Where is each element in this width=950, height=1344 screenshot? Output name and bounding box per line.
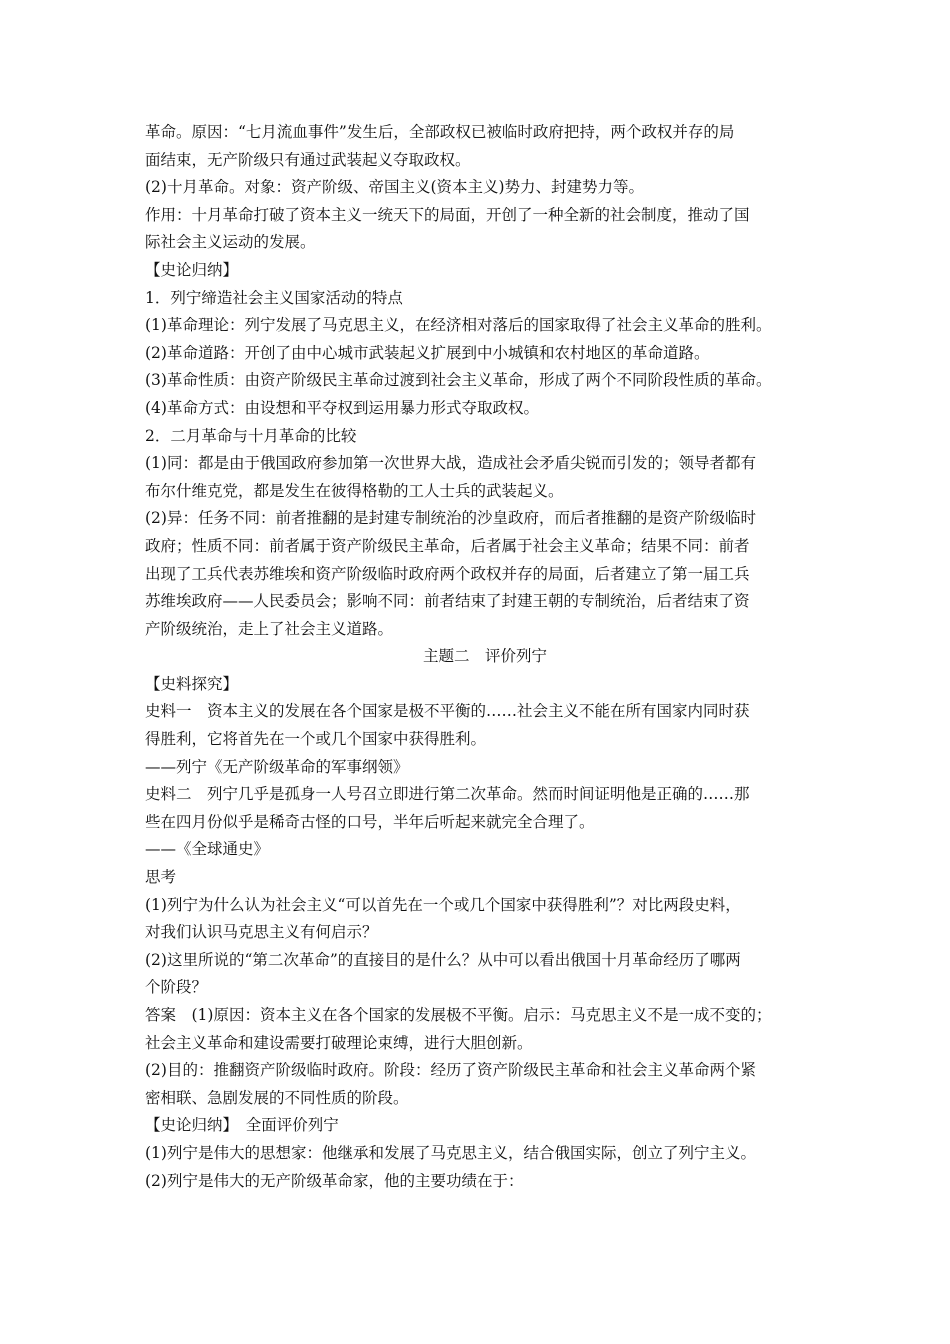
text-line: 苏维埃政府——人民委员会；影响不同：前者结束了封建王朝的专制统治，后者结束了资 [145,592,750,611]
text-line: 面结束，无产阶级只有通过武装起义夺取政权。 [145,150,471,169]
topic-heading: 主题二 评价列宁 [422,647,547,666]
text-line: 些在四月份似乎是稀奇古怪的口号，半年后听起来就完全合理了。 [145,812,595,831]
text-line: 际社会主义运动的发展。 [145,233,316,252]
source: ——列宁《无产阶级革命的军事纲领》 [145,757,409,776]
text-line: 密相联、急剧发展的不同性质的阶段。 [145,1088,409,1107]
section-label: 【史论归纳】 全面评价列宁 [145,1116,339,1135]
text-line: 史料二 列宁几乎是孤身一人号召立即进行第二次革命。然而时间证明他是正确的……那 [145,785,750,804]
subheading: 思考 [145,868,177,887]
text-line: 得胜利，它将首先在一个或几个国家中获得胜利。 [145,730,487,749]
subheading: 1．列宁缔造社会主义国家活动的特点 [145,288,403,307]
source: ——《全球通史》 [145,840,270,859]
text-line: (2)革命道路：开创了由中心城市武装起义扩展到中小城镇和农村地区的革命道路。 [145,343,710,362]
text-line: 政府；性质不同：前者属于资产阶级民主革命，后者属于社会主义革命；结果不同：前者 [145,536,750,555]
text-line: 对我们认识马克思主义有何启示？ [145,923,378,942]
text-line: 作用：十月革命打破了资本主义一统天下的局面，开创了一种全新的社会制度，推动了国 [145,205,750,224]
text-line: (2)这里所说的“第二次革命”的直接目的是什么？从中可以看出俄国十月革命经历了哪两 [145,950,741,969]
section-label: 【史料探究】 [145,674,239,693]
section-label: 【史论归纳】 [145,260,239,279]
subheading: 2．二月革命与十月革命的比较 [145,426,357,445]
text-line: (4)革命方式：由设想和平夺权到运用暴力形式夺取政权。 [145,398,539,417]
text-line: 出现了工兵代表苏维埃和资产阶级临时政府两个政权并存的局面，后者建立了第一届工兵 [145,564,750,583]
text-line: (2)列宁是伟大的无产阶级革命家，他的主要功绩在于： [145,1171,524,1190]
text-line: (2)异：任务不同：前者推翻的是封建专制统治的沙皇政府，而后者推翻的是资产阶级临时 [145,509,756,528]
text-line: 革命。原因：“七月流血事件”发生后，全部政权已被临时政府把持，两个政权并存的局 [145,123,735,141]
text-line: 答案 (1)原因：资本主义在各个国家的发展极不平衡。启示：马克思主义不是一成不变的； [145,1006,772,1024]
text-line: (1)列宁为什么认为社会主义“可以首先在一个或几个国家中获得胜利”？对比两段史料， [145,895,741,914]
text-line: (3)革命性质：由资产阶级民主革命过渡到社会主义革命，形成了两个不同阶段性质的革命。 [145,371,772,390]
text-line: 社会主义革命和建设需要打破理论束缚，进行大胆创新。 [145,1033,533,1052]
document-page [145,119,825,1195]
text-line: 产阶级统治，走上了社会主义道路。 [145,619,394,638]
text-line: (1)列宁是伟大的思想家：他继承和发展了马克思主义，结合俄国实际，创立了列宁主义。 [145,1143,756,1162]
text-line: (2)目的：推翻资产阶级临时政府。阶段：经历了资产阶级民主革命和社会主义革命两个紧 [145,1061,756,1080]
text-line: 史料一 资本主义的发展在各个国家是极不平衡的……社会主义不能在所有国家内同时获 [145,702,750,721]
text-line: 布尔什维克党，都是发生在彼得格勒的工人士兵的武装起义。 [145,481,564,500]
text-line: (2)十月革命。对象：资产阶级、帝国主义(资本主义)势力、封建势力等。 [145,178,645,197]
text-line: (1)革命理论：列宁发展了马克思主义，在经济相对落后的国家取得了社会主义革命的胜利。 [145,316,772,335]
text-line: (1)同：都是由于俄国政府参加第一次世界大战，造成社会矛盾尖锐而引发的；领导者都有 [145,454,756,473]
text-line: 个阶段？ [145,978,208,997]
